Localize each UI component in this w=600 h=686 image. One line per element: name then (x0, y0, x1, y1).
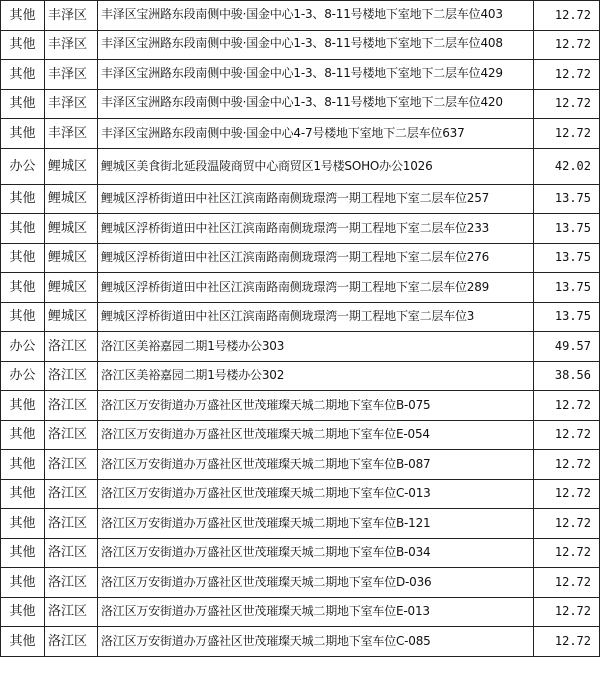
cell-address (98, 538, 534, 568)
cell-type: 其他 (1, 1, 45, 31)
cell-district: 洛江区 (45, 332, 98, 362)
address-text: 洛江区万安街道办万盛社区世茂璀璨天城二期地下室车位C-085 (101, 634, 431, 648)
cell-area: 13.75 (534, 243, 600, 273)
table-row (1, 273, 600, 303)
table-row (1, 361, 600, 391)
table-row (1, 627, 600, 657)
address-text: 洛江区万安街道办万盛社区世茂璀璨天城二期地下室车位D-036 (101, 575, 432, 589)
cell-address (98, 60, 534, 90)
cell-type: 其他 (1, 273, 45, 303)
cell-address (98, 450, 534, 480)
cell-address (98, 148, 534, 184)
address-text: 丰泽区宝洲路东段南侧中骏·国金中心4-7号楼地下室地下二层车位637 (101, 126, 465, 140)
address-text: 洛江区万安街道办万盛社区世茂璀璨天城二期地下室车位B-087 (101, 457, 431, 471)
cell-type: 其他 (1, 60, 45, 90)
cell-address (98, 302, 534, 332)
cell-district: 丰泽区 (45, 119, 98, 149)
cell-address (98, 273, 534, 303)
cell-address (98, 420, 534, 450)
cell-address (98, 509, 534, 539)
cell-area: 12.72 (534, 119, 600, 149)
table-row (1, 30, 600, 60)
cell-area: 12.72 (534, 391, 600, 421)
cell-address (98, 184, 534, 214)
cell-district: 鲤城区 (45, 148, 98, 184)
address-text: 鲤城区浮桥街道田中社区江滨南路南侧珑璟湾一期工程地下室二层车位233 (101, 221, 490, 235)
cell-type: 其他 (1, 243, 45, 273)
table-row (1, 420, 600, 450)
cell-type: 其他 (1, 538, 45, 568)
table-row (1, 391, 600, 421)
table-row (1, 302, 600, 332)
cell-district: 洛江区 (45, 420, 98, 450)
cell-area: 12.72 (534, 568, 600, 598)
address-text: 洛江区万安街道办万盛社区世茂璀璨天城二期地下室车位E-054 (101, 428, 430, 442)
cell-area: 12.72 (534, 450, 600, 480)
cell-address (98, 361, 534, 391)
cell-area: 13.75 (534, 273, 600, 303)
cell-address (98, 119, 534, 149)
cell-type: 其他 (1, 509, 45, 539)
cell-type: 其他 (1, 391, 45, 421)
table-row (1, 450, 600, 480)
cell-address (98, 568, 534, 598)
cell-district: 洛江区 (45, 538, 98, 568)
cell-district: 丰泽区 (45, 30, 98, 60)
cell-district: 洛江区 (45, 450, 98, 480)
address-text: 丰泽区宝洲路东段南侧中骏·国金中心1-3、8-11号楼地下室地下二层车位429 (101, 66, 503, 80)
cell-district: 鲤城区 (45, 273, 98, 303)
cell-district: 洛江区 (45, 391, 98, 421)
cell-district: 鲤城区 (45, 214, 98, 244)
cell-district: 鲤城区 (45, 243, 98, 273)
cell-district: 鲤城区 (45, 184, 98, 214)
address-text: 鲤城区浮桥街道田中社区江滨南路南侧珑璟湾一期工程地下室二层车位257 (101, 192, 490, 206)
cell-area: 12.72 (534, 420, 600, 450)
cell-type: 其他 (1, 302, 45, 332)
cell-address (98, 1, 534, 31)
cell-address (98, 332, 534, 362)
cell-type: 其他 (1, 89, 45, 119)
cell-type: 其他 (1, 450, 45, 480)
cell-address (98, 391, 534, 421)
cell-type: 其他 (1, 184, 45, 214)
table-row (1, 214, 600, 244)
cell-area: 13.75 (534, 302, 600, 332)
table-row (1, 1, 600, 31)
table-row (1, 243, 600, 273)
cell-district: 丰泽区 (45, 60, 98, 90)
cell-district: 洛江区 (45, 509, 98, 539)
cell-type: 其他 (1, 119, 45, 149)
cell-district: 丰泽区 (45, 1, 98, 31)
cell-type: 其他 (1, 420, 45, 450)
cell-district: 丰泽区 (45, 89, 98, 119)
cell-district: 洛江区 (45, 479, 98, 509)
cell-district: 洛江区 (45, 361, 98, 391)
cell-type: 其他 (1, 597, 45, 627)
cell-district: 洛江区 (45, 597, 98, 627)
cell-area: 12.72 (534, 89, 600, 119)
table-row (1, 89, 600, 119)
cell-area: 49.57 (534, 332, 600, 362)
table-row (1, 184, 600, 214)
table-row (1, 479, 600, 509)
table-row (1, 538, 600, 568)
cell-type: 其他 (1, 30, 45, 60)
cell-district: 鲤城区 (45, 302, 98, 332)
table-row (1, 509, 600, 539)
cell-area: 38.56 (534, 361, 600, 391)
cell-type: 办公 (1, 361, 45, 391)
cell-area: 12.72 (534, 30, 600, 60)
address-text: 洛江区万安街道办万盛社区世茂璀璨天城二期地下室车位B-121 (101, 516, 431, 530)
cell-address (98, 30, 534, 60)
cell-area: 12.72 (534, 1, 600, 31)
cell-area: 13.75 (534, 214, 600, 244)
cell-area: 12.72 (534, 538, 600, 568)
cell-area: 12.72 (534, 509, 600, 539)
address-text: 丰泽区宝洲路东段南侧中骏·国金中心1-3、8-11号楼地下室地下二层车位420 (101, 96, 503, 110)
property-table-body (1, 1, 600, 657)
address-text: 洛江区美裕嘉园二期1号楼办公302 (101, 369, 285, 383)
cell-type: 办公 (1, 148, 45, 184)
address-text: 鲤城区浮桥街道田中社区江滨南路南侧珑璟湾一期工程地下室二层车位289 (101, 280, 490, 294)
table-row (1, 332, 600, 362)
cell-type: 其他 (1, 214, 45, 244)
cell-type: 其他 (1, 479, 45, 509)
address-text: 鲤城区美食街北延段温陵商贸中心商贸区1号楼SOHO办公1026 (101, 159, 433, 173)
table-row (1, 148, 600, 184)
cell-district: 洛江区 (45, 627, 98, 657)
cell-address (98, 214, 534, 244)
cell-district: 洛江区 (45, 568, 98, 598)
table-row (1, 60, 600, 90)
cell-type: 其他 (1, 568, 45, 598)
cell-address (98, 89, 534, 119)
cell-area: 12.72 (534, 60, 600, 90)
cell-area: 13.75 (534, 184, 600, 214)
address-text: 洛江区万安街道办万盛社区世茂璀璨天城二期地下室车位E-013 (101, 605, 430, 619)
address-text: 丰泽区宝洲路东段南侧中骏·国金中心1-3、8-11号楼地下室地下二层车位403 (101, 7, 503, 21)
cell-type: 其他 (1, 627, 45, 657)
cell-area: 12.72 (534, 627, 600, 657)
table-row (1, 597, 600, 627)
address-text: 洛江区万安街道办万盛社区世茂璀璨天城二期地下室车位B-075 (101, 398, 431, 412)
cell-area: 42.02 (534, 148, 600, 184)
cell-address (98, 597, 534, 627)
address-text: 丰泽区宝洲路东段南侧中骏·国金中心1-3、8-11号楼地下室地下二层车位408 (101, 37, 503, 51)
address-text: 洛江区万安街道办万盛社区世茂璀璨天城二期地下室车位C-013 (101, 487, 431, 501)
cell-area: 12.72 (534, 597, 600, 627)
address-text: 鲤城区浮桥街道田中社区江滨南路南侧珑璟湾一期工程地下室二层车位3 (101, 310, 475, 324)
table-row (1, 119, 600, 149)
table-row (1, 568, 600, 598)
address-text: 鲤城区浮桥街道田中社区江滨南路南侧珑璟湾一期工程地下室二层车位276 (101, 251, 490, 265)
cell-address (98, 243, 534, 273)
cell-address (98, 479, 534, 509)
cell-address (98, 627, 534, 657)
cell-type: 办公 (1, 332, 45, 362)
address-text: 洛江区美裕嘉园二期1号楼办公303 (101, 339, 285, 353)
address-text: 洛江区万安街道办万盛社区世茂璀璨天城二期地下室车位B-034 (101, 546, 431, 560)
cell-area: 12.72 (534, 479, 600, 509)
